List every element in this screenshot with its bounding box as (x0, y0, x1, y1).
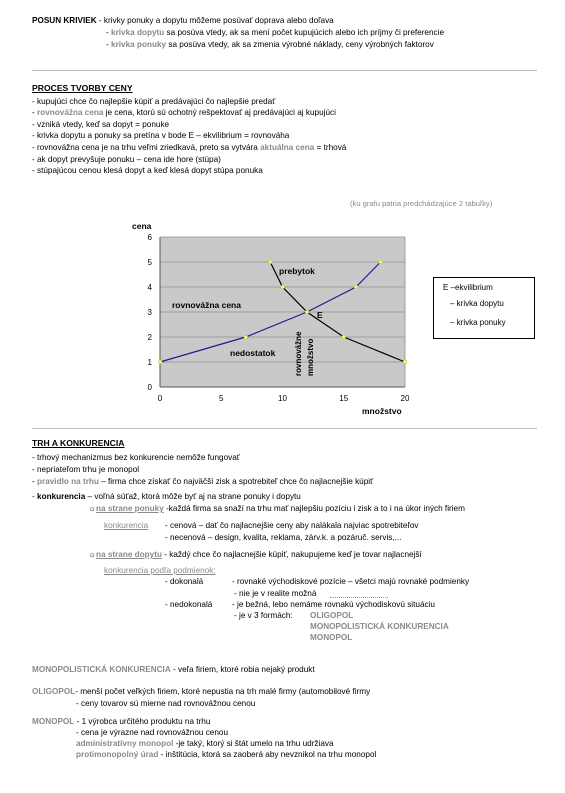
mk-line: MONOPOLISTICKÁ KONKURENCIA - veľa firiem, ktoré robia nejaký produkt (32, 665, 315, 674)
blank-underline (330, 597, 388, 598)
trh-line-3: - pravidlo na trhu – firma chce získať čo najväčší zisk a spotrebiteľ chce čo najlacnejšie kúpiť (32, 477, 374, 486)
proces-line-5: - rovnovážna cena je na trhu veľmi zriedkavá, preto sa vytvára aktuálna cena = trhová (32, 143, 347, 152)
label-rovnovazna-cena: rovnovážna cena (172, 300, 241, 310)
nedokonala-label: - nedokonalá (165, 600, 213, 609)
konk-line-1: - cenová – dať čo najlacnejšie ceny aby nalákala najviac spotrebiteľov (165, 521, 419, 530)
y-axis-label: cena (132, 221, 152, 231)
chart-legend (433, 277, 535, 339)
data-point (158, 360, 162, 364)
label-prebytok: prebytok (279, 266, 315, 276)
x-tick-label: 15 (339, 394, 349, 403)
mono-line-4: protimonopolný úrad - inštitúcia, ktorá sa zaoberá aby nevznikol na trhu monopol (76, 750, 377, 759)
x-tick-label: 5 (219, 394, 224, 403)
trh-ponuka: ☼na strane ponuky -každá firma sa snaží na trhu mať najlepšiu pozíciu i zisk a to i na úkor iných firiem (88, 504, 465, 513)
nedokonala-line-1: - je bežná, lebo nemáme rovnakú východiskovú situáciu (232, 600, 435, 609)
y-tick-label: 5 (147, 258, 152, 267)
x-tick-label: 20 (400, 394, 410, 403)
mono-line-2: - cena je výrazne nad rovnovážnou cenou (76, 728, 229, 737)
data-point (281, 285, 285, 289)
sun-icon: ☼ (88, 504, 96, 513)
divider (32, 428, 537, 429)
legend-title: E –ekvilibrium (443, 283, 493, 292)
x-tick-label: 0 (157, 394, 163, 403)
konk-label: konkurencia (104, 521, 149, 530)
y-tick-label: 1 (147, 358, 152, 367)
form-oligopol: OLIGOPOL (310, 611, 354, 620)
y-tick-label: 2 (147, 333, 152, 342)
proces-line-7: - stúpajúcou cenou klesá dopyt a keď klesá dopyt stúpa ponuka (32, 166, 263, 175)
data-point (268, 260, 272, 264)
proces-line-1: - kupujúci chce čo najlepšie kúpiť a predávajúci čo najlepšie predať (32, 97, 276, 106)
konk-line-2: - necenová – design, kvalita, reklama, zárv.k. a pozáruč. servis,... (165, 533, 402, 542)
proces-line-3: - vzniká vtedy, keď sa dopyt = ponuke (32, 120, 170, 129)
data-point (403, 360, 407, 364)
label-mnozstvo: množstvo (306, 338, 315, 376)
nedokonala-line-2: - je v 3 formách: (234, 611, 293, 620)
data-point (379, 260, 383, 264)
legend-item-ponuka: – krivka ponuky (450, 318, 506, 327)
trh-line-1: - trhový mechanizmus bez konkurencie nemôže fungovať (32, 453, 240, 462)
data-point (342, 335, 346, 339)
data-point (305, 310, 309, 314)
posun-line-2: - krivka dopytu sa posúva vtedy, ak sa mení počet kupujúcich alebo ich príjmy či preferencie (106, 28, 444, 37)
dokonala-line-2: - nie je v realite možná (234, 589, 317, 598)
proces-line-4: - krivka dopytu a ponuky sa pretína v bode E – ekvilibrium = rovnováha (32, 131, 290, 140)
olig-line-1: OLIGOPOL- menší počet veľkých firiem, ktoré nepustia na trh malé firmy (automobilové firmy (32, 687, 371, 696)
label-equilibrium: E (317, 310, 323, 320)
trh-dopyt: ☼na strane dopytu - každý chce čo najlacnejšie kúpiť, nakupujeme keď je tovar najlacnejší (88, 550, 422, 559)
sun-icon: ☼ (88, 550, 96, 559)
y-tick-label: 3 (147, 308, 152, 317)
podm-label: konkurencia podľa podmienok: (104, 566, 216, 575)
trh-line-4: - konkurencia – voľná súťaž, ktorá môže byť aj na strane ponuky i dopytu (32, 492, 301, 501)
form-monopol: MONOPOL (310, 633, 353, 642)
proces-line-2: - rovnovážna cena je cena, ktorú sú ochotný rešpektovať aj predávajúci aj kupujúci (32, 108, 336, 117)
label-rovnovazne: rovnovážne (294, 331, 303, 376)
y-tick-label: 6 (147, 233, 152, 242)
posun-label: POSUN KRIVIEK (32, 16, 97, 25)
label-nedostatok: nedostatok (230, 348, 276, 358)
legend-item-dopyt: – krivka dopytu (450, 299, 504, 308)
dokonala-line-1: - rovnaké východiskové pozície – všetci majú rovnaké podmienky (232, 577, 470, 586)
y-tick-label: 4 (147, 283, 152, 292)
trh-title: TRH A KONKURENCIA (32, 438, 125, 448)
x-tick-label: 10 (278, 394, 287, 403)
data-point (244, 335, 248, 339)
chart-note: (ku grafu patria predchádzajúce 2 tabuľky) (350, 199, 493, 208)
x-axis-label: množstvo (362, 406, 402, 416)
mono-line-1: MONOPOL - 1 výrobca určitého produktu na trhu (32, 717, 211, 726)
posun-line-3: - krivka ponuky sa posúva vtedy, ak sa zmenia výrobné náklady, ceny výrobných faktorov (106, 40, 434, 49)
proces-title: PROCES TVORBY CENY (32, 83, 133, 93)
olig-line-2: - ceny tovarov sú mierne nad rovnovážnou cenou (76, 699, 256, 708)
proces-line-6: - ak dopyt prevyšuje ponuku – cena ide hore (stúpa) (32, 155, 221, 164)
trh-line-2: - nepriateľom trhu je monopol (32, 465, 140, 474)
dokonala-label: - dokonalá (165, 577, 204, 586)
data-point (354, 285, 358, 289)
mono-line-3: administratívny monopol -je taký, ktorý si štát umelo na trhu udržiava (76, 739, 334, 748)
posun-line-1: POSUN KRIVIEK - krivky ponuky a dopytu môžeme posúvať doprava alebo doľava (32, 16, 334, 25)
y-tick-label: 0 (147, 383, 152, 392)
form-monopolisticka: MONOPOLISTICKÁ KONKURENCIA (310, 622, 449, 631)
